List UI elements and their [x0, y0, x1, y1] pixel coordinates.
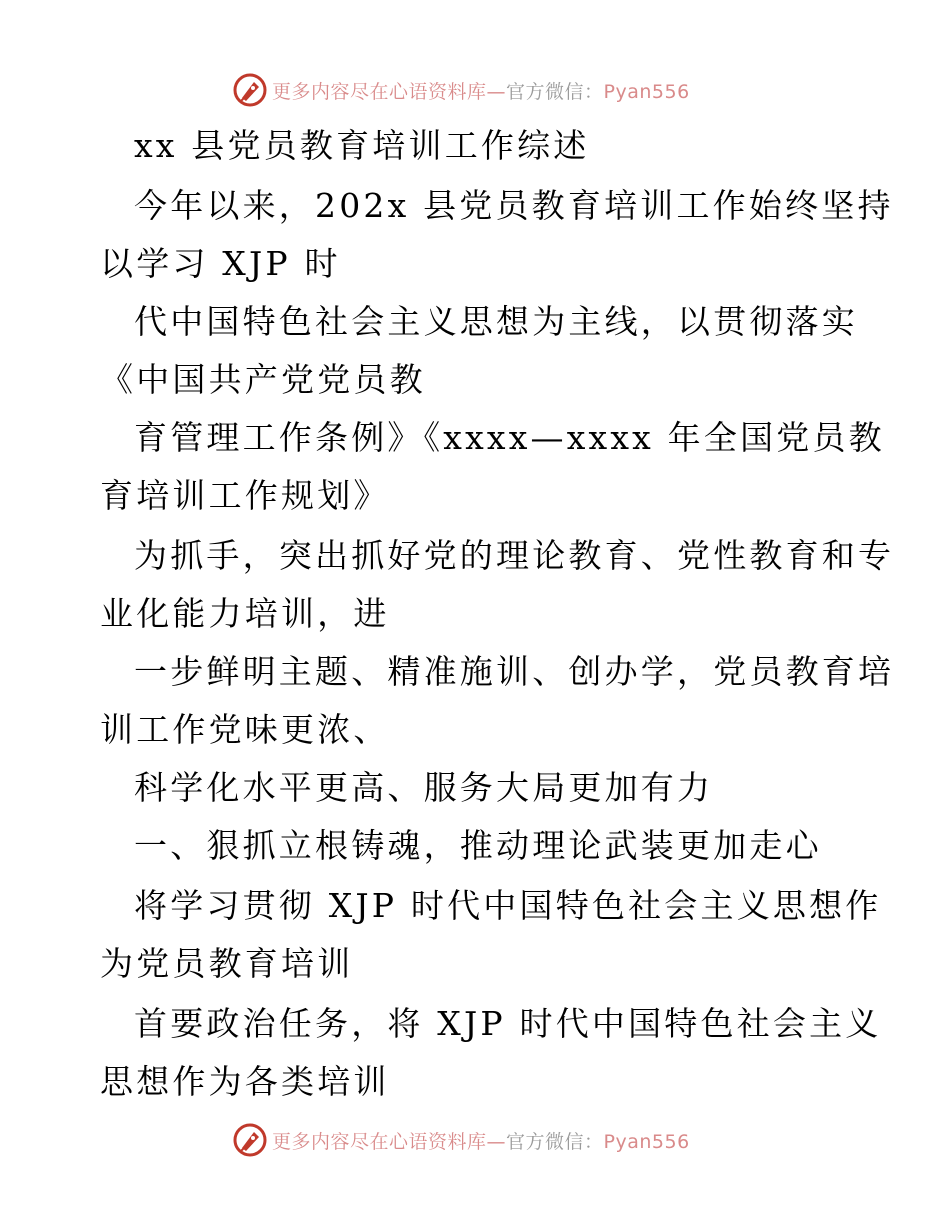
header-dash: — — [486, 80, 507, 103]
text-line: 科学化水平更高、服务大局更加有力 — [134, 768, 714, 807]
text-line: 思想作为各类培训 — [100, 1062, 390, 1101]
document-title: xx 县党员教育培训工作综述 — [134, 126, 590, 165]
pen-nib-logo-icon — [232, 1122, 268, 1158]
footer-wechat-label: 官方微信： — [506, 1130, 604, 1153]
text-line: 为抓手，突出抓好党的理论教育、党性教育和专 — [134, 536, 895, 575]
footer-site-text: 更多内容尽在心语资料库 — [272, 1130, 487, 1153]
footer-dash: — — [486, 1130, 507, 1153]
footer-banner — [232, 1120, 690, 1160]
text-line: 为党员教育培训 — [100, 944, 354, 983]
text-line: 今年以来，202x 县党员教育培训工作始终坚持 — [134, 186, 894, 225]
text-line: 一步鲜明主题、精准施训、创办学，党员教育培 — [134, 652, 895, 691]
section-heading: 一、狠抓立根铸魂，推动理论武装更加走心 — [134, 826, 822, 865]
header-site-text: 更多内容尽在心语资料库 — [272, 80, 487, 103]
text-line: 代中国特色社会主义思想为主线，以贯彻落实 — [134, 302, 858, 341]
footer-wechat-id: Pyan556 — [603, 1130, 690, 1153]
text-line: 业化能力培训，进 — [100, 594, 390, 633]
text-line: 《中国共产党党员教 — [100, 360, 426, 399]
header-wechat-label: 官方微信： — [506, 80, 604, 103]
text-line: 以学习 XJP 时 — [100, 244, 341, 283]
header-wechat-id: Pyan556 — [603, 80, 690, 103]
footer-banner-text — [272, 1127, 690, 1154]
text-line: 训工作党味更浓、 — [100, 710, 390, 749]
text-line: 将学习贯彻 XJP 时代中国特色社会主义思想作 — [134, 886, 882, 925]
text-line: 首要政治任务，将 XJP 时代中国特色社会主义 — [134, 1004, 882, 1043]
text-line: 育管理工作条例》《xxxx—xxxx 年全国党员教 — [134, 418, 885, 457]
text-line: 育培训工作规划》 — [100, 476, 390, 515]
